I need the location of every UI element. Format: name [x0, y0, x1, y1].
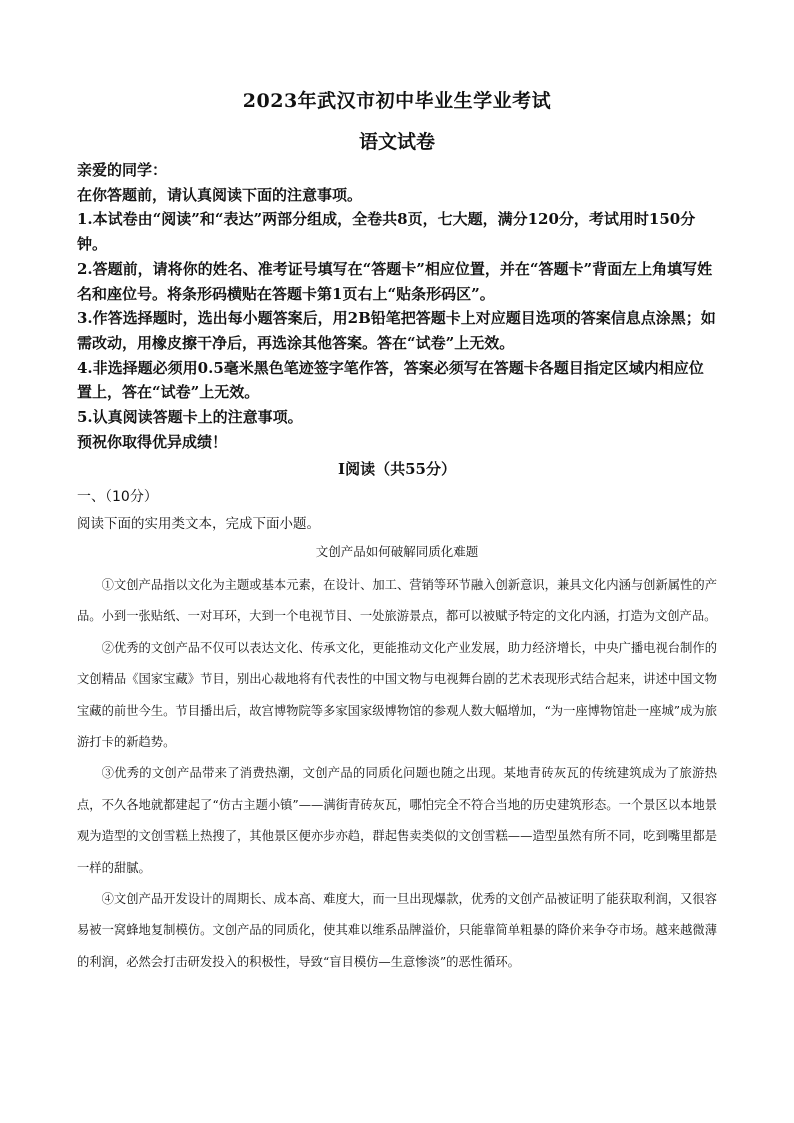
exam-subtitle: 语文试卷	[358, 131, 435, 153]
exam-title: 2023年武汉市初中毕业生学业考试	[242, 90, 552, 112]
question-heading: 一、（10分）	[77, 489, 158, 505]
notice-closing: 预祝你取得优异成绩！	[77, 432, 228, 451]
notice-greeting: 亲爱的同学：	[77, 161, 168, 179]
article-paragraph-1: ①文创产品指以文化为主题或基本元素，在设计、加工、营销等环节融入创新意识，兼具文化内涵与创新属性的产品。小到一张贴纸、一对耳环，大到一个电视节目、一处旅游景点，都可以被赋予特定的文化内涵，打造为文创产品。	[77, 578, 717, 624]
section-title: Ⅰ阅读（共55分）	[338, 460, 456, 478]
notice-intro: 在你答题前，请认真阅读下面的注意事项。	[77, 185, 363, 204]
article-paragraph-2: ②优秀的文创产品不仅可以表达文化、传承文化，更能推动文化产业发展，助力经济增长，中央广播电视台制作的文创精品《国家宝藏》节目，别出心裁地将有代表性的中国文物与电视舞台剧的艺术表现形式结合起来，讲述中国文物宝藏的前世今生。节目播出后，故宫博物院等多家国家级博物馆的参观人数大幅增加，“为一座博物馆赴一座城”成为旅游打卡的新趋势。	[77, 640, 717, 750]
article-paragraph-3: ③优秀的文创产品带来了消费热潮，文创产品的同质化问题也随之出现。某地青砖灰瓦的传统建筑成为了旅游热点，不久各地就都建起了“仿古主题小镇”——满街青砖灰瓦，哪怕完全不符合当地的历史建筑形态。一个景区以本地景观为造型的文创雪糕上热搜了，其他景区便亦步亦趋，群起售卖类似的文创雪糕——造型虽然有所不同，吃到嘴里都是一样的甜腻。	[77, 766, 717, 875]
notice-item-1: 1.本试卷由“阅读”和“表达”两部分组成，全卷共8页，七大题，满分120分，考试用时150分钟。	[77, 210, 696, 254]
question-instruction: 阅读下面的实用类文本，完成下面小题。	[77, 516, 320, 532]
notice-block	[77, 158, 717, 454]
article-title: 文创产品如何破解同质化难题	[315, 544, 479, 559]
notice-item-4: 4.非选择题必须用0.5毫米黑色笔迹签字笔作答，答案必须写在答题卡各题目指定区域内相应位置上，答在“试卷”上无效。	[77, 358, 704, 402]
notice-item-5: 5.认真阅读答题卡上的注意事项。	[77, 408, 303, 427]
article-body	[77, 570, 717, 978]
notice-item-2: 2.答题前，请将你的姓名、准考证号填写在“答题卡”相应位置，并在“答题卡”背面左上角填写姓名和座位号。将条形码横贴在答题卡第1页右上“贴条形码区”。	[77, 259, 713, 303]
article-paragraph-4: ④文创产品开发设计的周期长、成本高、难度大，而一旦出现爆款，优秀的文创产品被证明了能获取利润，又很容易被一窝蜂地复制模仿。文创产品的同质化，使其难以维系品牌溢价，只能靠简单粗暴的降价来争夺市场。越来越微薄的利润，必然会打击研发投入的积极性，导致“盲目模仿—生意惨淡”的恶性循环。	[77, 892, 717, 969]
notice-item-3: 3.作答选择题时，选出每小题答案后，用2B铅笔把答题卡上对应题目选项的答案信息点涂黑；如需改动，用橡皮擦干净后，再选涂其他答案。答在“试卷”上无效。	[77, 309, 716, 352]
